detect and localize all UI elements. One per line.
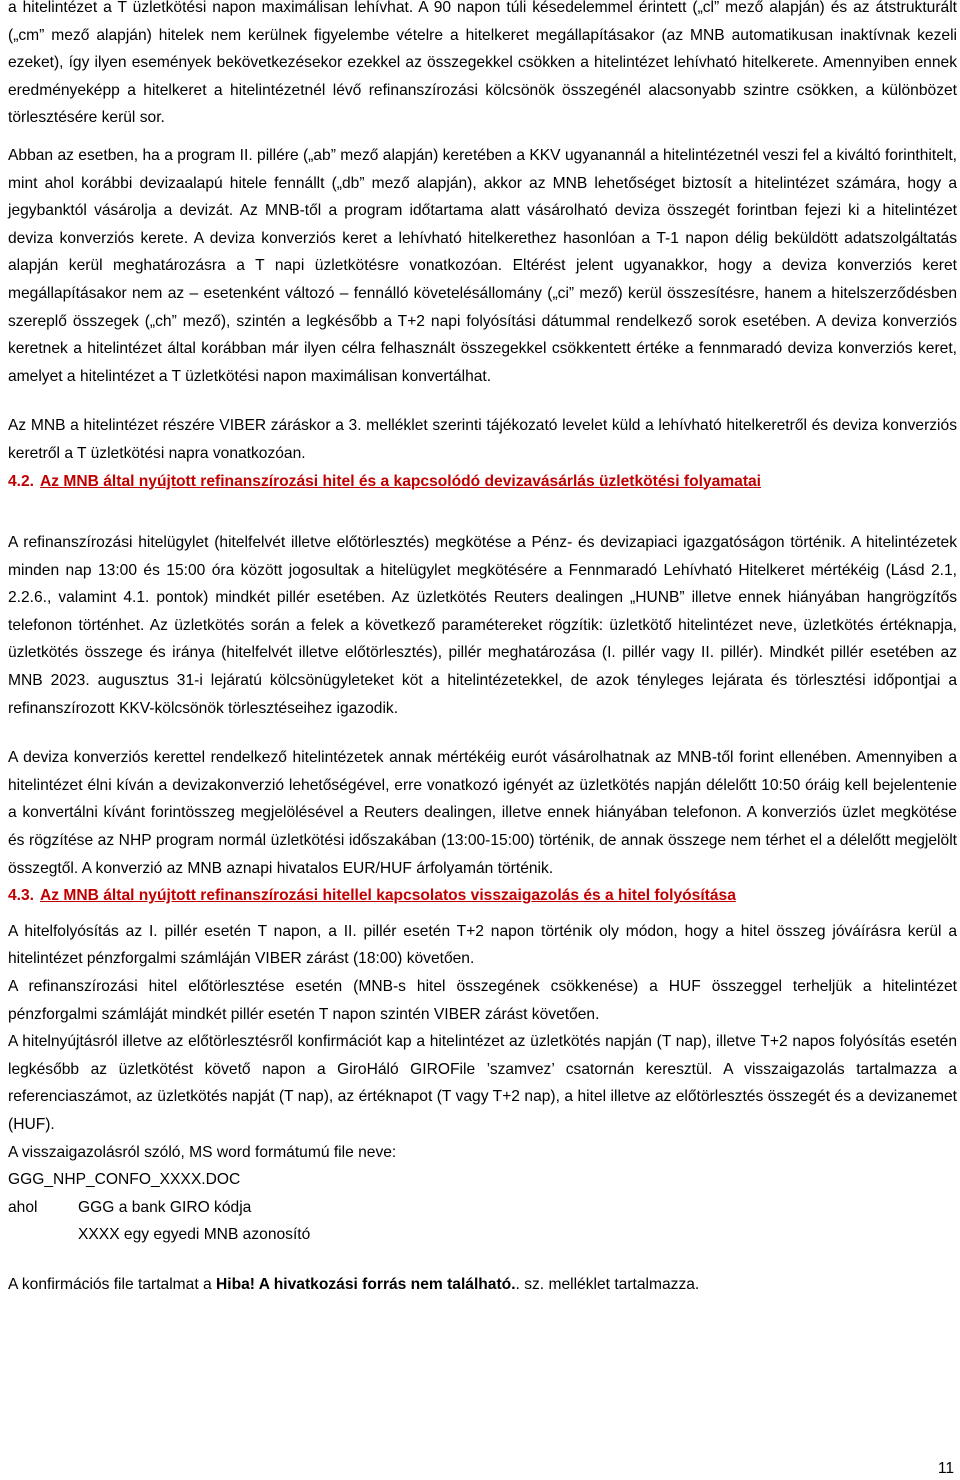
paragraph-fx-conversion: Abban az esetben, ha a program II. pillére („ab” mező alapján) keretében a KKV ugyanannál a hitelintézetnél veszi fel a kiváltó forinthitelt, mint ahol korábbi devizaalapú hitele fennállt („db” mező alapján), akkor az MNB lehetőséget biztosít a hitelintézet számára, hogy a jegybanktól vásárolja a devizát. Az MNB-től a program időtartama alatt vásárolható deviza összegét forintban fejezi ki a hitelintézet deviza konverziós kerete. A deviza konverziós keret a lehívható hitelkerethez hasonlóan a T-1 napon délig beküldött adatszolgáltatás alapján kerül meghatározásra a T napi üzletkötésre vonatkozóan. Eltérést jelent ugyanakkor, hogy a deviza konverziós keret megállapításakor nem az – esetenként változó – fennálló követelésállomány („ci” mező) kerül összesítésre, hanem a hitelszerződésben szereplő összegek („ch” mező), szintén a legkésőbb a T+2 napi folyósítási dátummal rendelkező sorok esetében. A deviza konverziós keretnek a hitelintézet által korábban már ilyen célra felhasznált összegekkel csökkentett értéke a fennmaradó deviza konverziós keret, amelyet a hitelintézet a T üzletkötési napon maximálisan konvertálhat. xyxy=(8,146,957,385)
section-heading-4-2 xyxy=(8,468,957,496)
document-page xyxy=(8,0,957,1299)
section-heading-4-3 xyxy=(8,882,957,910)
paragraph-confirmation: A hitelnyújtásról illetve az előtörlesztésről konfirmációt kap a hitelintézet az üzletkötés napján (T nap), illetve T+2 napos folyósítás esetén legkésőbb az üzletkötést követő napon a GiroHáló GIROFile ’szamvez’ csatornán keresztül. A visszaigazolás tartalmazza a referenciaszámot, az üzletkötés napját (T nap), az értéknapot (T vagy T+2 nap), a hitel illetve az előtörlesztés összegét és a devizanemet (HUF). xyxy=(8,1033,957,1133)
error-reference: Hiba! A hivatkozási forrás nem található. xyxy=(216,1275,516,1293)
page-number: 11 xyxy=(937,1460,954,1477)
paragraph-prepayment: A refinanszírozási hitel előtörlesztése esetén (MNB-s hitel összegének csökkenése) a HUF összeggel terheljük a hitelintézet pénzforgalmi számláját mindkét pillér esetén T napon szintén VIBER zárást követően. xyxy=(8,978,957,1023)
file-name-legend-row xyxy=(8,1194,957,1222)
paragraph-euro-purchase: A deviza konverziós kerettel rendelkező hitelintézetek annak mértékéig eurót vásárolhatnak az MNB-től forint ellenében. Amennyiben a hitelintézet élni kíván a devizakonverzió lehetőségével, erre vonatkozó igényét az üzletkötés napján délelőtt 10:50 óráig kell bejelentenie a konvertálni kívánt forintösszeg megjelölésével a Reuters dealingen, illetve ennek hiányában telefonon. A konverziós üzlet megkötése és rögzítése az NHP program normál üzletkötési időszakában (13:00-15:00) történik, de annak összege nem térhet el a délelőtt megjelölt összegtől. A konverzió az MNB aznapi hivatalos EUR/HUF árfolyamán történik. xyxy=(8,749,957,877)
paragraph-file-intro: A visszaigazolásról szóló, MS word formátumú file neve: xyxy=(8,1143,397,1161)
section-title: Az MNB által nyújtott refinanszírozási hitellel kapcsolatos visszaigazolás és a hitel folyósítása xyxy=(40,887,736,905)
section-title: Az MNB által nyújtott refinanszírozási hitel és a kapcsolódó devizavásárlás üzletkötési folyamatai xyxy=(40,472,762,490)
section-number: 4.3. xyxy=(8,887,35,905)
paragraph-viber-notice: Az MNB a hitelintézet részére VIBER záráskor a 3. melléklet szerinti tájékozató levelet küld a lehívható hitelkeretről és deviza konverziós keretről a T üzletkötési napra vonatkozóan. xyxy=(8,417,957,462)
legend-bank-code: GGG a bank GIRO kódja xyxy=(78,1198,252,1216)
section-number: 4.2. xyxy=(8,472,35,490)
legend-mnb-id: XXXX egy egyedi MNB azonosító xyxy=(78,1226,311,1244)
paragraph-credit-limit: a hitelintézet a T üzletkötési napon maximálisan lehívhat. A 90 napon túli késedelemmel érintett („cl” mező alapján) és az átstrukturált („cm” mező alapján) hitelek nem kerülnek figyelembe vételre a hitelkeret megállapításakor (az MNB automatikusan inaktívnak kezeli ezeket), így ilyen események bekövetkezésekor ezekkel az összegekkel csökken a hitelintézet lehívható hitelkerete. Amennyiben ennek eredményeképp a hitelkeret a hitelintézetnél lévő refinanszírozási kölcsönök összegénél alacsonyabb szintre csökken, a különbözet törlesztésére kerül sor. xyxy=(8,0,957,127)
paragraph-confirmation-content: A konfirmációs file tartalmat a Hiba! A hivatkozási forrás nem található.. sz. melléklet tartalmazza. xyxy=(8,1275,700,1293)
file-name: GGG_NHP_CONFO_XXXX.DOC xyxy=(8,1171,241,1189)
paragraph-disbursement: A hitelfolyósítás az I. pillér esetén T napon, a II. pillér esetén T+2 napon történik oly módon, hogy a hitel összeg jóváírásra kerül a hitelintézet pénzforgalmi számláján VIBER zárást (18:00) követően. xyxy=(8,922,957,968)
paragraph-dealing-process: A refinanszírozási hitelügylet (hitelfelvét illetve előtörlesztés) megkötése a Pénz- és devizapiaci igazgatóságon történik. A hitelintézetek minden nap 13:00 és 15:00 óra között jogosultak a hitelügylet megkötésére a Fennmaradó Lehívható Hitelkeret mértékéig (Lásd 2.1, 2.2.6., valamint 4.1. pontok) mindkét pillér esetében. Az üzletkötés Reuters dealingen „HUNB” illetve ennek hiányában hangrögzítős telefonon történhet. Az üzletkötés során a felek a következő paramétereket rögzítik: üzletkötő hitelintézet neve, üzletkötés értéknapja, üzletkötés összege és iránya (hitelfelvét illetve előtörlesztés), pillér meghatározása (I. pillér vagy II. pillér). Mindkét pillér esetében az MNB 2023. augusztus 31-i lejáratú kölcsönügyleteket köt a hitelintézetekkel, de azok tényleges lejárata és törlesztési időpontjai a refinanszírozott KKV-kölcsönök törlesztéseihez igazodik. xyxy=(8,534,957,717)
where-label: ahol xyxy=(8,1198,38,1216)
